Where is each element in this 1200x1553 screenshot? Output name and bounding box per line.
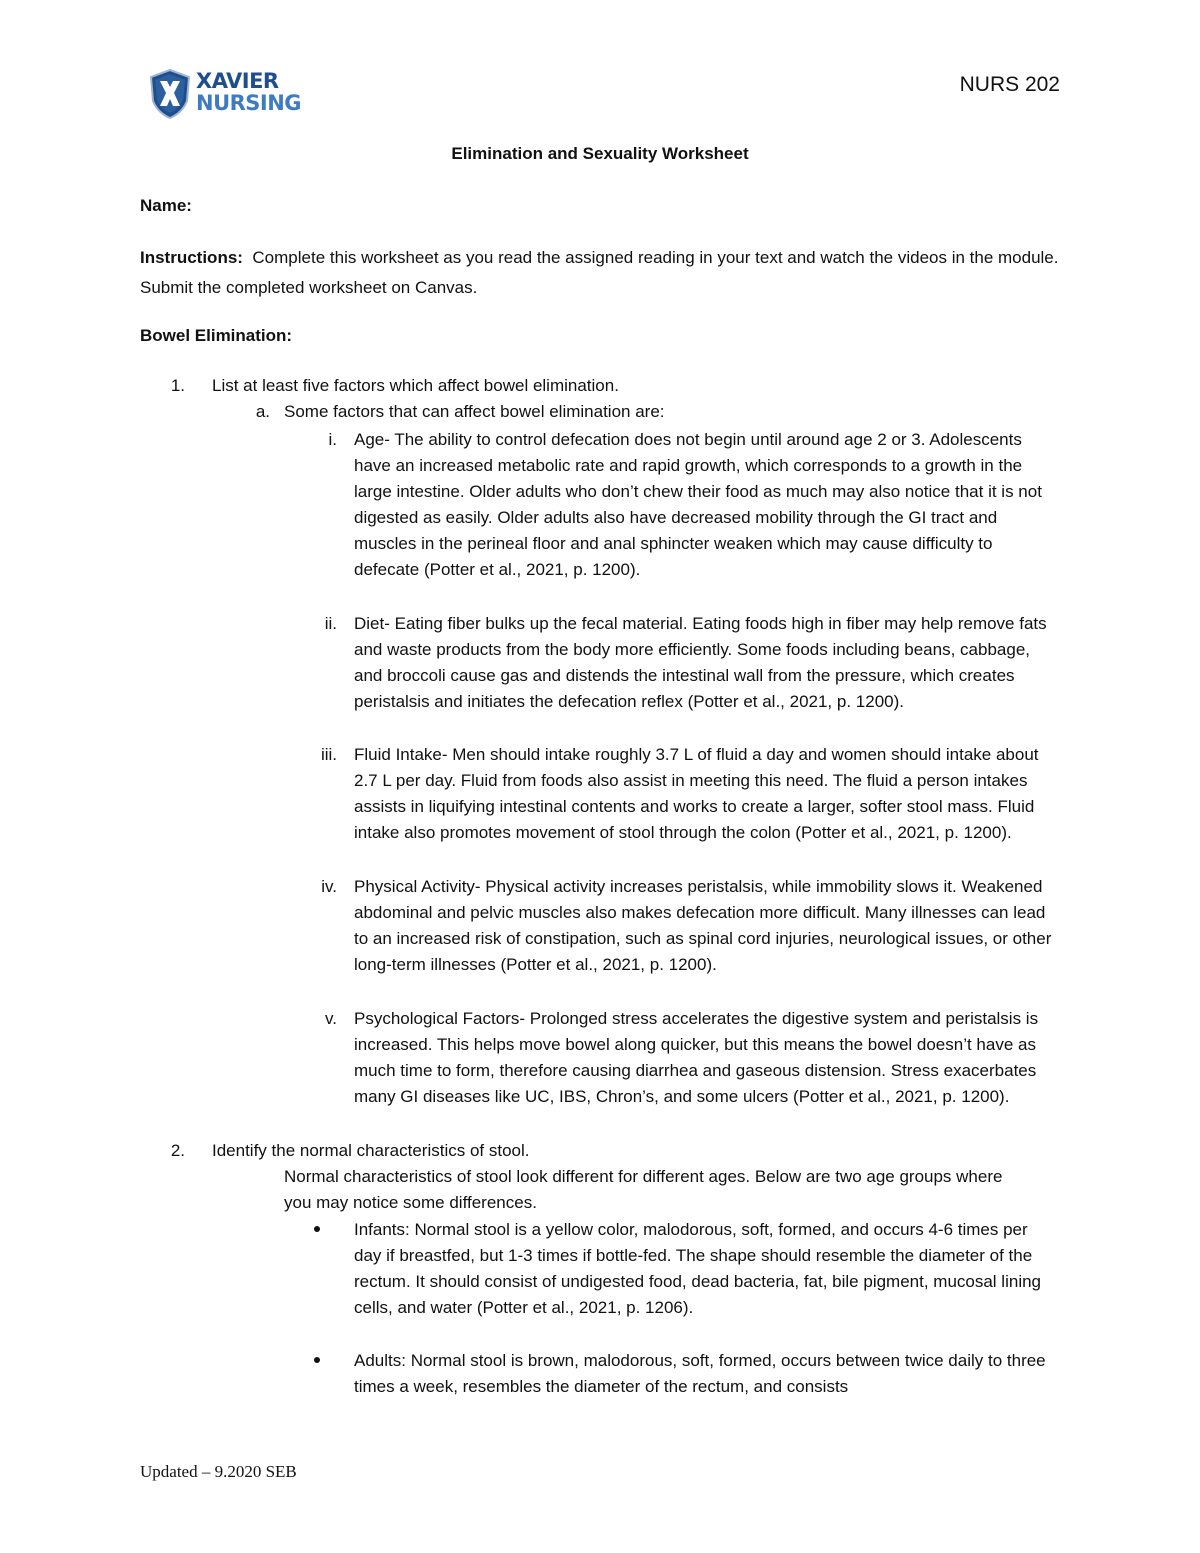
- factor-marker-iv: iv.: [321, 877, 337, 896]
- factor-physical-activity: Physical Activity- Physical activity increases peristalsis, while immobility slows it. Weakened abdominal and pelvic muscles also makes defecation more difficult. Many illnesses can lead to an increased risk of constipation, such as spinal cord injuries, neurological issues, or other long-term illnesses (Potter et al., 2021, p. 1200).: [354, 877, 1052, 974]
- q2-text: Identify the normal characteristics of stool.: [212, 1141, 530, 1160]
- stool-adults: Adults: Normal stool is brown, malodorous, soft, formed, occurs between twice daily to three times a week, resembles the diameter of the rectum, and consists: [354, 1351, 1046, 1396]
- instructions-paragraph: [140, 243, 1060, 303]
- section-heading: Bowel Elimination:: [140, 326, 293, 345]
- page-footer: Updated – 9.2020 SEB: [140, 1462, 297, 1481]
- logo-wordmark-line1: XAVIER: [196, 69, 279, 93]
- page-title: Elimination and Sexuality Worksheet: [451, 144, 749, 163]
- factor-diet: Diet- Eating fiber bulks up the fecal material. Eating foods high in fiber may help remove fats and waste products from the body more efficiently. Some foods including beans, cabbage, and broccoli cause gas and distends the intestinal wall from the pressure, which creates peristalsis and initiates the defecation reflex (Potter et al., 2021, p. 1200).: [354, 614, 1047, 711]
- q1-sub-marker: a.: [255, 402, 270, 421]
- course-code: NURS 202: [959, 73, 1060, 96]
- factor-age: Age- The ability to control defecation does not begin until around age 2 or 3. Adolescents have an increased metabolic rate and rapid growth, which corresponds to a growth in the large intestine. Older adults who don’t chew their food as much may also notice that it is not digested as easily. Older adults also have decreased mobility through the GI tract and muscles in the perineal floor and anal sphincter weaken which may cause difficulty to defecate (Potter et al., 2021, p. 1200).: [354, 430, 1042, 579]
- name-label: Name:: [140, 196, 192, 215]
- instructions-text: Complete this worksheet as you read the assigned reading in your text and watch the videos in the module. Submit the completed worksheet on Canvas.: [140, 248, 1059, 297]
- bullet-dot: [314, 1226, 320, 1232]
- xavier-nursing-logo: [148, 68, 302, 120]
- factor-marker-iii: iii.: [320, 745, 337, 764]
- q2-intro: Normal characteristics of stool look different for different ages. Below are two age groups where you may notice some differences.: [284, 1167, 1003, 1212]
- logo-wordmark-line2: NURSING: [196, 91, 302, 115]
- q2-number: 2.: [170, 1141, 185, 1160]
- factor-psychological: Psychological Factors- Prolonged stress accelerates the digestive system and peristalsis is increased. This helps move bowel along quicker, but this means the bowel doesn’t have as much time to form, therefore causing diarrhea and gaseous distension. Stress exacerbates many GI diseases like UC, IBS, Chron’s, and some ulcers (Potter et al., 2021, p. 1200).: [354, 1009, 1039, 1106]
- q1-text: List at least five factors which affect bowel elimination.: [212, 376, 619, 395]
- factor-marker-v: v.: [325, 1009, 337, 1028]
- factor-marker-i: i.: [328, 430, 337, 449]
- q1-number: 1.: [170, 376, 185, 395]
- q1-sub-text: Some factors that can affect bowel elimination are:: [284, 402, 665, 421]
- factor-fluid-intake: Fluid Intake- Men should intake roughly 3.7 L of fluid a day and women should intake about 2.7 L per day. Fluid from foods also assist in meeting this need. The fluid a person intakes assists in liquifying intestinal contents and works to create a larger, softer stool mass. Fluid intake also promotes movement of stool through the colon (Potter et al., 2021, p. 1200).: [354, 745, 1039, 842]
- bullet-dot: [314, 1357, 320, 1363]
- shield-icon: [148, 68, 192, 120]
- stool-infants: Infants: Normal stool is a yellow color, malodorous, soft, formed, and occurs 4-6 times per day if breastfed, but 1-3 times if bottle-fed. The shape should resemble the diameter of the rectum. It should consist of undigested food, dead bacteria, fat, bile pigment, mucosal lining cells, and water (Potter et al., 2021, p. 1206).: [354, 1220, 1042, 1317]
- factor-marker-ii: ii.: [324, 614, 337, 633]
- instructions-label: Instructions:: [140, 248, 243, 267]
